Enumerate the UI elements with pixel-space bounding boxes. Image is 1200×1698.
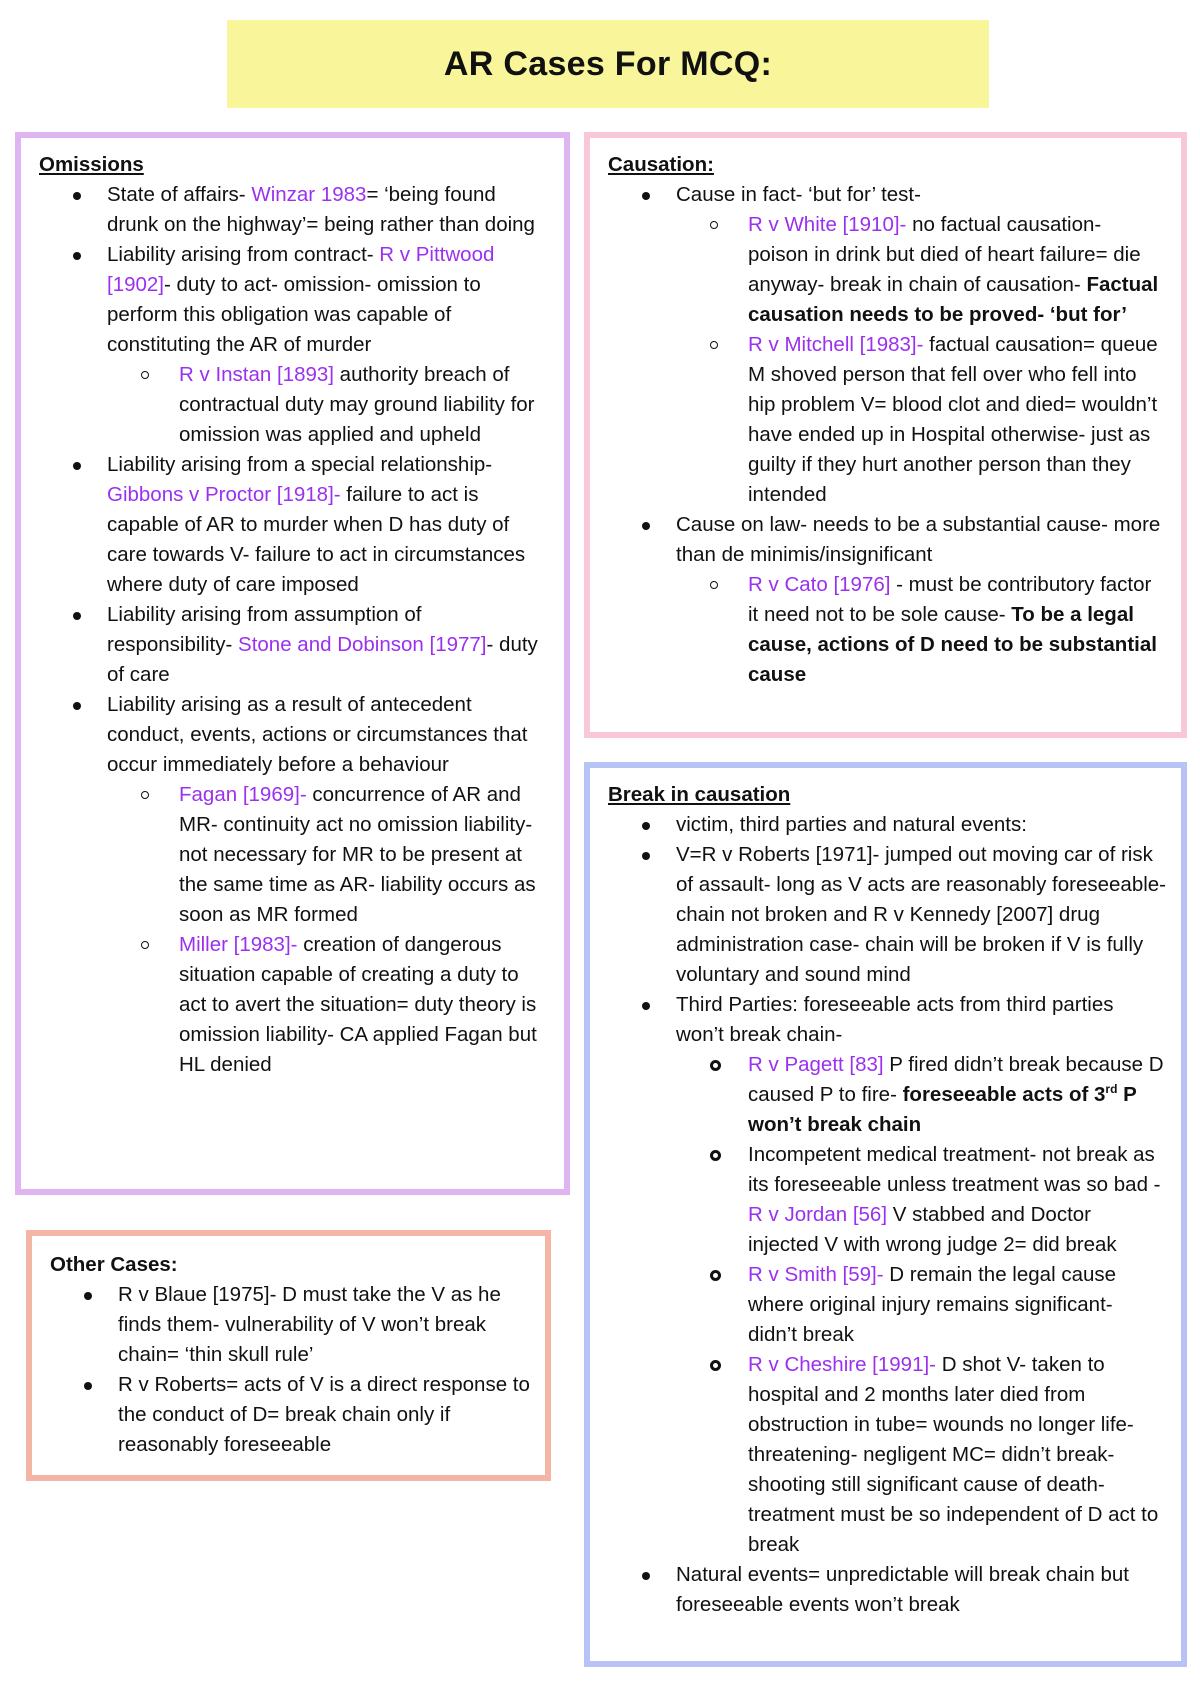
sub-list-item: R v Instan [1893] authority breach of contractual duty may ground liability for omission was applied and upheld	[107, 360, 550, 450]
list-item: V=R v Roberts [1971]- jumped out moving car of risk of assault- long as V acts are reasonably foreseeable- chain not broken and R v Kennedy [2007] drug administration case- chain will be broken if V is fully voluntary and sound mind	[604, 840, 1167, 990]
other-list	[46, 1280, 531, 1460]
sub-list-item: Miller [1983]- creation of dangerous situation capable of creating a duty to act to avert the situation= duty theory is omission liability- CA applied Fagan but HL denied	[107, 930, 550, 1080]
list-item: victim, third parties and natural events:	[604, 810, 1167, 840]
break-list	[604, 810, 1167, 1620]
causation-list	[604, 180, 1167, 690]
other-cases-panel	[26, 1230, 551, 1481]
sub-list	[676, 570, 1167, 690]
break-in-causation-panel	[584, 762, 1187, 1667]
page-title: AR Cases For MCQ:	[443, 44, 773, 83]
sub-list-item: R v Smith [59]- D remain the legal cause where original injury remains significant- didn’t break	[676, 1260, 1167, 1350]
list-item: Cause on law- needs to be a substantial cause- more than de minimis/insignificant R v Cato [1976] - must be contributory factor it need not to be sole cause- To be a legal cause, actions of D need to be substantial cause	[604, 510, 1167, 690]
list-item: Liability arising from assumption of responsibility- Stone and Dobinson [1977]- duty of care	[35, 600, 550, 690]
sub-list-item: Incompetent medical treatment- not break as its foreseeable unless treatment was so bad -R v Jordan [56] V stabbed and Doctor injected V with wrong judge 2= did break	[676, 1140, 1167, 1260]
omissions-list	[35, 180, 550, 1080]
list-item: Cause in fact- ‘but for’ test- R v White [1910]- no factual causation- poison in drink but died of heart failure= die anyway- break in chain of causation- Factual causation needs to be proved- ‘but for’ R v Mitchell [1983]- factual causation= queue M shoved person that fell over who fell into hip problem V= blood clot and died= wouldn’t have ended up in Hospital otherwise- just as guilty if they hurt another person than they intended	[604, 180, 1167, 510]
list-item: Natural events= unpredictable will break chain but foreseeable events won’t break	[604, 1560, 1167, 1620]
list-item: R v Roberts= acts of V is a direct response to the conduct of D= break chain only if reasonably foreseeable	[46, 1370, 531, 1460]
sub-list-item: R v Mitchell [1983]- factual causation= queue M shoved person that fell over who fell into hip problem V= blood clot and died= wouldn’t have ended up in Hospital otherwise- just as guilty if they hurt another person than they intended	[676, 330, 1167, 510]
list-item: State of affairs- Winzar 1983= ‘being found drunk on the highway’= being rather than doing	[35, 180, 550, 240]
list-item: R v Blaue [1975]- D must take the V as he finds them- vulnerability of V won’t break chain= ‘thin skull rule’	[46, 1280, 531, 1370]
causation-panel	[584, 132, 1187, 738]
sub-list-item: R v White [1910]- no factual causation- poison in drink but died of heart failure= die anyway- break in chain of causation- Factual causation needs to be proved- ‘but for’	[676, 210, 1167, 330]
sub-list	[676, 1050, 1167, 1560]
causation-heading: Causation:	[608, 153, 714, 176]
sub-list-item: Fagan [1969]- concurrence of AR and MR- continuity act no omission liability- not necessary for MR to be present at the same time as AR- liability occurs as soon as MR formed	[107, 780, 550, 930]
title-banner	[227, 20, 989, 108]
list-item: Liability arising from contract- R v Pittwood [1902]- duty to act- omission- omission to perform this obligation was capable of constituting the AR of murder R v Instan [1893] authority breach of contractual duty may ground liability for omission was applied and upheld	[35, 240, 550, 450]
sub-list-item: R v Cheshire [1991]- D shot V- taken to hospital and 2 months later died from obstruction in tube= wounds no longer life-threatening- negligent MC= didn’t break- shooting still significant cause of death- treatment must be so independent of D act to break	[676, 1350, 1167, 1560]
sub-list	[107, 780, 550, 1080]
list-item: Liability arising from a special relationship- Gibbons v Proctor [1918]- failure to act is capable of AR to murder when D has duty of care towards V- failure to act in circumstances where duty of care imposed	[35, 450, 550, 600]
list-item: Liability arising as a result of antecedent conduct, events, actions or circumstances that occur immediately before a behaviour Fagan [1969]- concurrence of AR and MR- continuity act no omission liability- not necessary for MR to be present at the same time as AR- liability occurs as soon as MR formed Miller [1983]- creation of dangerous situation capable of creating a duty to act to avert the situation= duty theory is omission liability- CA applied Fagan but HL denied	[35, 690, 550, 1080]
list-item: Third Parties: foreseeable acts from third parties won’t break chain- R v Pagett [83] P fired didn’t break because D caused P to fire- foreseeable acts of 3rd P won’t break chain Incompetent medical treatment- not break as its foreseeable unless treatment was so bad -R v Jordan [56] V stabbed and Doctor injected V with wrong judge 2= did break R v Smith [59]- D remain the legal cause where original injury remains significant- didn’t break R v Cheshire [1991]- D shot V- taken to hospital and 2 months later died from obstruction in tube= wounds no longer life-threatening- negligent MC= didn’t break- shooting still significant cause of death- treatment must be so independent of D act to break	[604, 990, 1167, 1560]
omissions-panel	[15, 132, 570, 1195]
break-heading: Break in causation	[608, 783, 791, 806]
sub-list-item: R v Pagett [83] P fired didn’t break because D caused P to fire- foreseeable acts of 3rd P won’t break chain	[676, 1050, 1167, 1140]
other-heading: Other Cases:	[50, 1253, 178, 1276]
sub-list	[676, 210, 1167, 510]
sub-list-item: R v Cato [1976] - must be contributory factor it need not to be sole cause- To be a legal cause, actions of D need to be substantial cause	[676, 570, 1167, 690]
omissions-heading: Omissions	[39, 153, 144, 176]
sub-list	[107, 360, 550, 450]
